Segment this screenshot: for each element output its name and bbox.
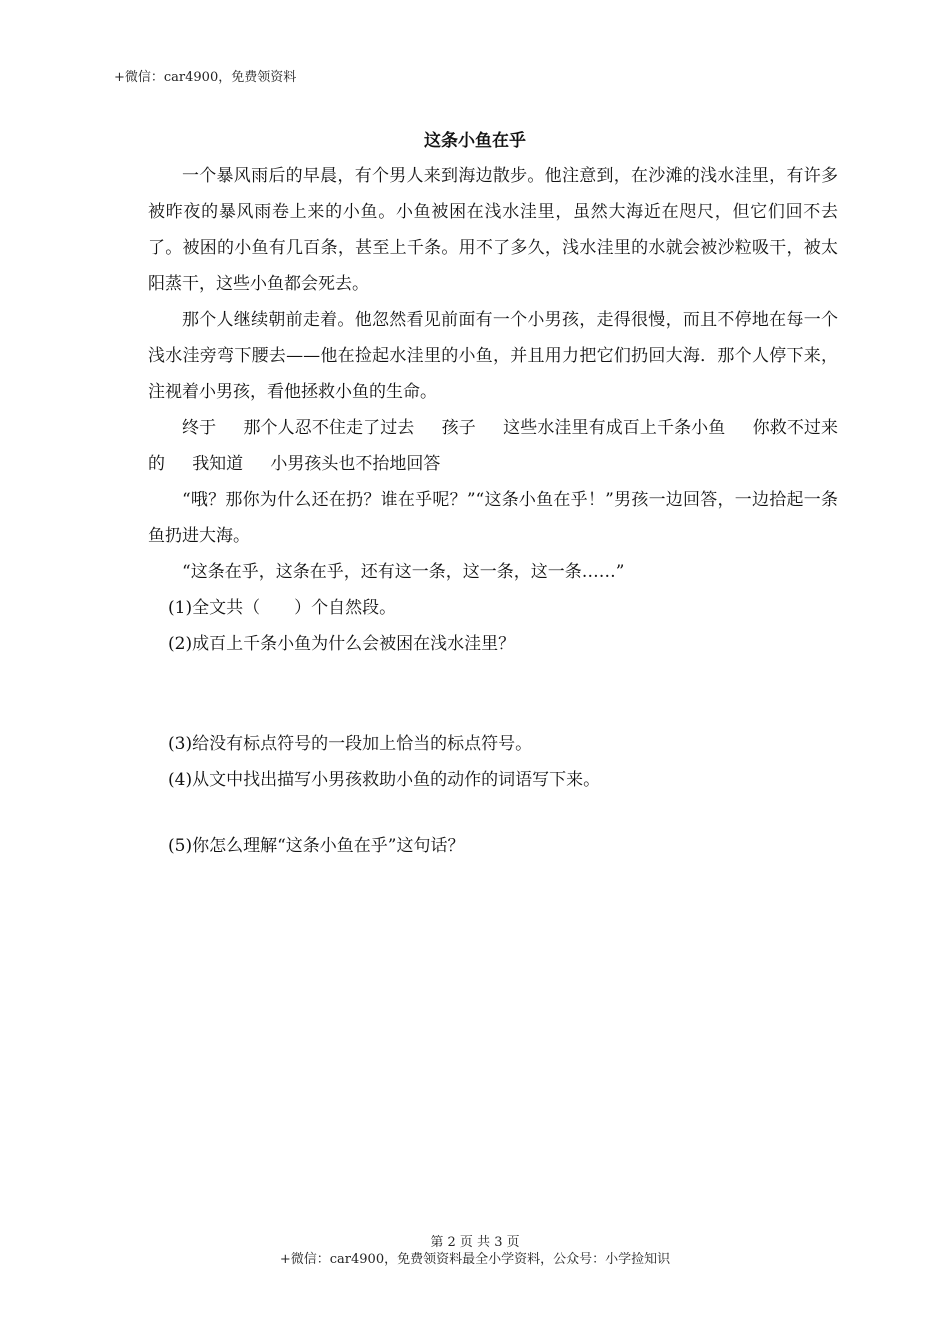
question-5: (5)你怎么理解“这条小鱼在乎”这句话？ [168,836,465,856]
question-3: (3)给没有标点符号的一段加上恰当的标点符号。 [168,734,533,754]
paragraph-1: 一个暴风雨后的早晨，有个男人来到海边散步。他注意到，在沙滩的浅水洼里，有许多被昨夜的暴风雨卷上来的小鱼。小鱼被困在浅水洼里，虽然大海近在咫尺，但它们回不去了。被困的小鱼有几百条，甚至上千条。用不了多久，浅水洼里的水就会被沙粒吸干，被太阳蒸干，这些小鱼都会死去。 [148,166,838,294]
segment: 你救不过来的 [148,418,839,474]
page-number: 第 2 页 共 3 页 [430,1235,520,1250]
footer-note: +微信：car4900，免费领资料最全小学资料，公众号：小学捡知识 [279,1252,671,1267]
paragraph-dialogue-2: “这条在乎，这条在乎，还有这一条，这一条，这一条……” [182,562,625,582]
page-footer [0,1234,950,1268]
segment: 我知道 [192,454,244,474]
header-note: +微信：car4900，免费领资料 [114,70,297,85]
segment: 终于 [182,418,217,438]
question-1: (1)全文共（ ）个自然段。 [168,598,397,618]
segment: 那个人忍不住走了过去 [243,418,415,438]
segment: 这些水洼里有成百上千条小鱼 [503,418,726,438]
paragraph-unpunctuated [148,410,838,482]
question-4: (4)从文中找出描写小男孩救助小鱼的动作的词语写下来。 [168,770,601,790]
segment: 孩子 [441,418,476,438]
question-2: (2)成百上千条小鱼为什么会被困在浅水洼里？ [168,634,516,654]
segment: 小男孩头也不抬地回答 [270,454,441,474]
article-title: 这条小鱼在乎 [424,131,526,151]
question-list [168,590,838,864]
paragraph-2: 那个人继续朝前走着。他忽然看见前面有一个小男孩，走得很慢，而且不停地在每一个浅水洼旁弯下腰去——他在捡起水洼里的小鱼，并且用力把它们扔回大海．那个人停下来，注视着小男孩，看他拯救小鱼的生命。 [148,310,838,402]
article-body [148,158,838,590]
paragraph-dialogue-1: “哦？那你为什么还在扔？谁在乎呢？”“这条小鱼在乎！”男孩一边回答，一边拾起一条鱼扔进大海。 [148,490,838,546]
